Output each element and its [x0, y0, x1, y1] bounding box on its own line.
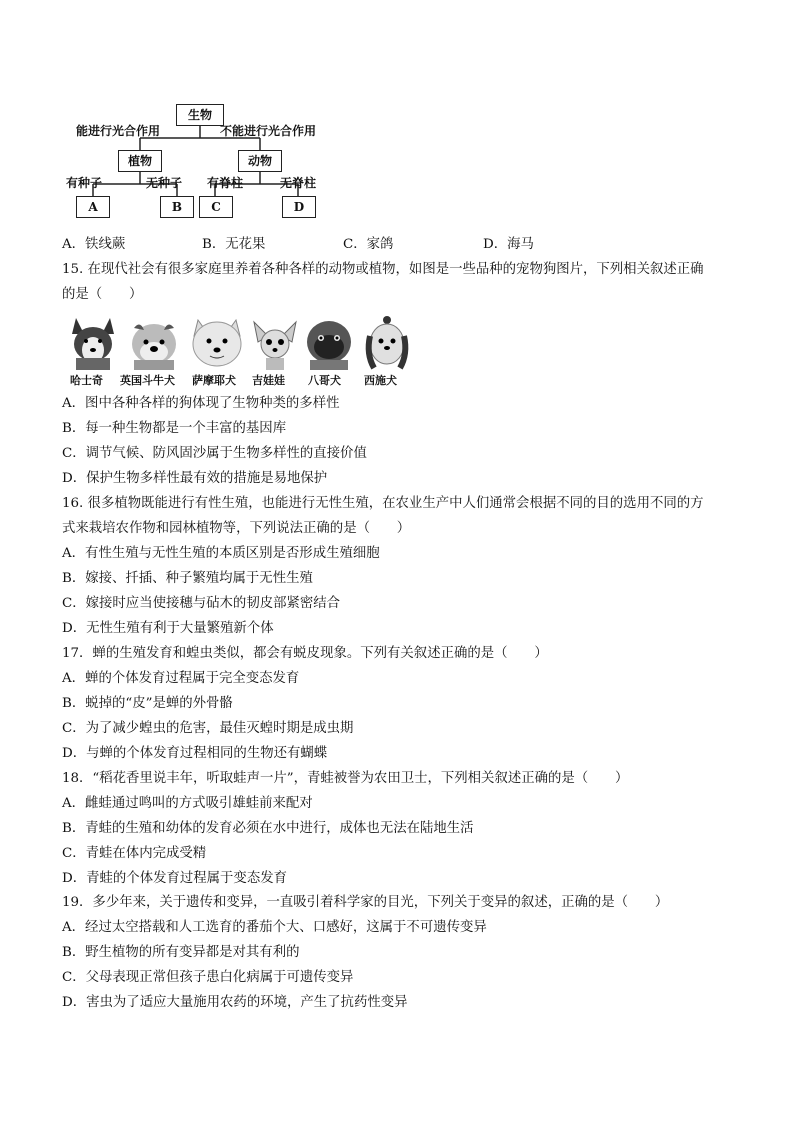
q15-option-b[interactable]: B．每一种生物都是一个丰富的基因库 — [62, 421, 287, 436]
q16-option-d[interactable]: D．无性生殖有利于大量繁殖新个体 — [62, 621, 274, 636]
dog-label-bulldog: 英国斗牛犬 — [120, 374, 175, 387]
q18-option-a[interactable]: A．雌蛙通过鸣叫的方式吸引雄蛙前来配对 — [62, 796, 313, 811]
chihuahua-image — [250, 314, 300, 370]
q16-stem-line-1: 16. 很多植物既能进行有性生殖，也能进行无性生殖，在农业生产中人们通常会根据不同的目的选用不同的方 — [62, 496, 704, 511]
q16-option-c[interactable]: C．嫁接时应当使接穗与砧木的韧皮部紧密结合 — [62, 596, 341, 611]
q14-option-a[interactable]: A．铁线蕨 — [62, 237, 126, 252]
samoyed-image — [188, 314, 246, 370]
box-a: A — [76, 196, 110, 218]
dog-label-samoyed: 萨摩耶犬 — [192, 374, 236, 387]
q17-option-a[interactable]: A．蝉的个体发育过程属于完全变态发育 — [62, 671, 300, 686]
q18-option-d[interactable]: D．青蛙的个体发育过程属于变态发育 — [62, 871, 287, 886]
q15-stem-line-2: 的是（ ） — [62, 287, 143, 302]
q19-option-c[interactable]: C．父母表现正常但孩子患白化病属于可遗传变异 — [62, 970, 354, 985]
dog-label-pug: 八哥犬 — [308, 374, 341, 387]
q14-option-b[interactable]: B．无花果 — [202, 237, 266, 252]
q17-option-c[interactable]: C．为了减少蝗虫的危害，最佳灭蝗时期是成虫期 — [62, 721, 354, 736]
label-vertebrate: 有脊柱 — [207, 176, 244, 190]
box-b: B — [160, 196, 194, 218]
q18-option-b[interactable]: B．青蛙的生殖和幼体的发育必须在水中进行，成体也无法在陆地生活 — [62, 821, 474, 836]
dog-label-husky: 哈士奇 — [70, 374, 103, 387]
husky-image — [68, 314, 118, 370]
label-invertebrate: 无脊柱 — [280, 176, 317, 190]
q19-option-b[interactable]: B．野生植物的所有变异都是对其有利的 — [62, 945, 300, 960]
q17-option-b[interactable]: B．蜕掉的“皮”是蝉的外骨骼 — [62, 696, 233, 711]
classification-tree-diagram — [60, 96, 350, 226]
label-no-seed: 无种子 — [146, 176, 183, 190]
q15-option-c[interactable]: C．调节气候、防风固沙属于生物多样性的直接价值 — [62, 446, 367, 461]
q15-option-d[interactable]: D．保护生物多样性最有效的措施是易地保护 — [62, 471, 328, 486]
q18-stem: 18．“稻花香里说丰年，听取蛙声一片”，青蛙被誉为农田卫士，下列相关叙述正确的是（ ） — [62, 771, 629, 786]
q18-option-c[interactable]: C．青蛙在体内完成受精 — [62, 846, 207, 861]
node-animal: 动物 — [238, 150, 282, 172]
bulldog-image — [124, 314, 184, 370]
q14-option-c[interactable]: C．家鸽 — [343, 237, 394, 252]
q15-stem-line-1: 15. 在现代社会有很多家庭里养着各种各样的动物或植物，如图是一些品种的宠物狗图片，下列相关叙述正确 — [62, 262, 704, 277]
label-has-seed: 有种子 — [66, 176, 103, 190]
dog-breeds-figure — [64, 314, 424, 390]
shih-tzu-image — [362, 314, 412, 370]
box-c: C — [199, 196, 233, 218]
q16-option-a[interactable]: A．有性生殖与无性生殖的本质区别是否形成生殖细胞 — [62, 546, 380, 561]
q15-option-a[interactable]: A．图中各种各样的狗体现了生物种类的多样性 — [62, 396, 340, 411]
q14-option-d[interactable]: D．海马 — [483, 237, 534, 252]
q17-option-d[interactable]: D．与蝉的个体发育过程相同的生物还有蝴蝶 — [62, 746, 328, 761]
dog-label-chihuahua: 吉娃娃 — [252, 374, 285, 387]
label-no-photosynthesis: 不能进行光合作用 — [220, 124, 317, 138]
q19-option-d[interactable]: D．害虫为了适应大量施用农药的环境，产生了抗药性变异 — [62, 995, 408, 1010]
q19-stem: 19．多少年来，关于遗传和变异，一直吸引着科学家的目光，下列关于变异的叙述，正确的是（ ） — [62, 895, 669, 910]
node-plant: 植物 — [118, 150, 162, 172]
label-photosynthesis: 能进行光合作用 — [76, 124, 161, 138]
q16-option-b[interactable]: B．嫁接、扦插、种子繁殖均属于无性生殖 — [62, 571, 313, 586]
box-d: D — [282, 196, 316, 218]
q19-option-a[interactable]: A．经过太空搭载和人工选育的番茄个大、口感好，这属于不可遗传变异 — [62, 920, 487, 935]
q17-stem: 17．蝉的生殖发育和蝗虫类似，都会有蜕皮现象。下列有关叙述正确的是（ ） — [62, 646, 548, 661]
pug-image — [302, 314, 356, 370]
dog-label-shih-tzu: 西施犬 — [364, 374, 397, 387]
q16-stem-line-2: 式来栽培农作物和园林植物等，下列说法正确的是（ ） — [62, 521, 411, 536]
node-organism: 生物 — [176, 104, 224, 126]
